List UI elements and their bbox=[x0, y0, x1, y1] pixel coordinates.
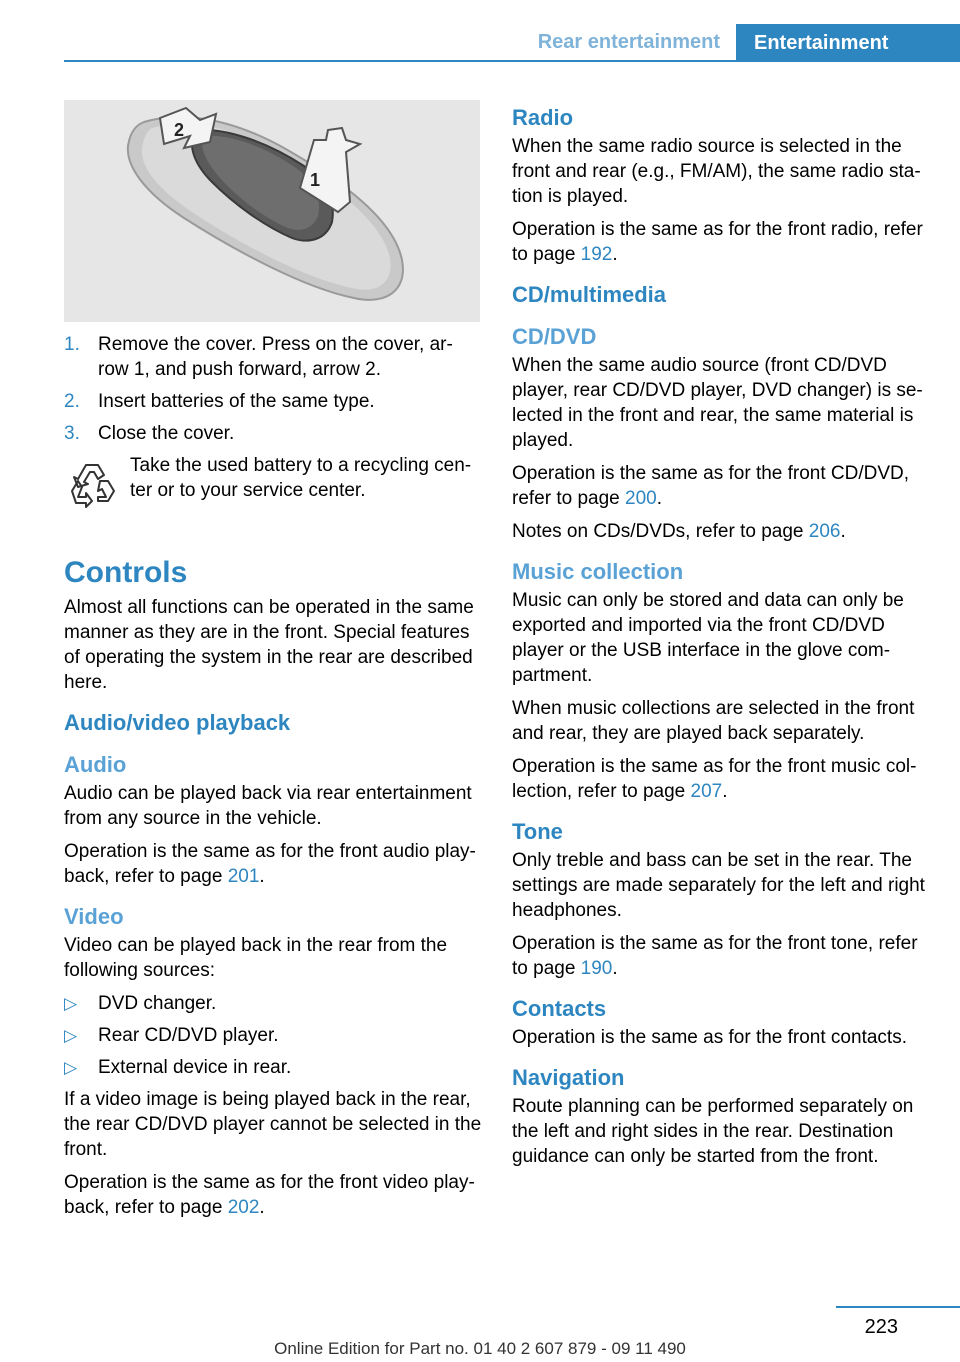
navigation-paragraph: Route planning can be performed separately on the left and right sides in the rear. Destination guidance can only be started from the front. bbox=[512, 1096, 914, 1167]
text: . bbox=[259, 1197, 265, 1218]
text: . bbox=[612, 958, 618, 979]
header-section-title: Rear entertainment bbox=[537, 31, 720, 53]
arrow-2-label: 2 bbox=[174, 120, 185, 140]
music-paragraph-2: When music collections are selected in the front and rear, they are played back separately. bbox=[512, 698, 915, 744]
header-chapter-tab: Entertainment bbox=[736, 24, 960, 62]
page-link-201[interactable]: 201 bbox=[227, 866, 260, 887]
text: . bbox=[722, 781, 728, 802]
radio-heading: Radio bbox=[512, 105, 574, 130]
music-paragraph-1: Music can only be stored and data can only be exported and imported via the front CD/DVD player or the USB interface in the glove com‐partment. bbox=[512, 590, 904, 686]
step-text: Remove the cover. Press on the cover, ar‐row 1, and push forward, arrow 2. bbox=[98, 334, 453, 380]
controls-intro: Almost all functions can be operated in the same manner as they are in the front. Special features of operating the system in the rear are described here. bbox=[64, 597, 474, 693]
text: Operation is the same as for the front tone, refer to page bbox=[512, 933, 918, 979]
video-heading: Video bbox=[64, 904, 124, 929]
text: Operation is the same as for the front radio, refer to page bbox=[512, 219, 923, 265]
remote-battery-illustration bbox=[64, 100, 480, 322]
recycle-note bbox=[64, 453, 482, 517]
controls-heading: Controls bbox=[64, 556, 188, 589]
cd-dvd-paragraph-3 bbox=[512, 519, 930, 544]
cd-multimedia-heading: CD/multimedia bbox=[512, 282, 667, 307]
left-column bbox=[64, 100, 482, 1228]
page-number: 223 bbox=[864, 1316, 898, 1338]
bullet-text: DVD changer. bbox=[98, 993, 217, 1014]
step-number: 1. bbox=[64, 334, 80, 355]
list-item bbox=[64, 421, 482, 446]
text: . bbox=[840, 521, 846, 542]
music-paragraph-3 bbox=[512, 754, 930, 804]
step-text: Insert batteries of the same type. bbox=[98, 391, 375, 412]
list-item bbox=[64, 332, 482, 382]
contacts-heading: Contacts bbox=[512, 996, 607, 1021]
cd-dvd-paragraph-1: When the same audio source (front CD/DVD player, rear CD/DVD player, DVD changer) is se‐lected in the front and rear, the same material is played. bbox=[512, 355, 923, 451]
bullet-triangle-icon: ▷ bbox=[64, 1026, 78, 1045]
arrow-1-label: 1 bbox=[310, 170, 321, 190]
step-number: 3. bbox=[64, 423, 80, 444]
radio-paragraph-1: When the same radio source is selected in the front and rear (e.g., FM/AM), the same radio sta‐tion is played. bbox=[512, 136, 921, 207]
video-paragraph-2: If a video image is being played back in the rear, the rear CD/DVD player cannot be selected in the front. bbox=[64, 1089, 482, 1160]
page-link-207[interactable]: 207 bbox=[690, 781, 723, 802]
header-rule bbox=[64, 60, 960, 62]
video-paragraph-3 bbox=[64, 1170, 482, 1220]
text: . bbox=[612, 244, 618, 265]
page-link-200[interactable]: 200 bbox=[625, 488, 657, 509]
bullet-triangle-icon: ▷ bbox=[64, 1058, 78, 1077]
bullet-text: Rear CD/DVD player. bbox=[98, 1025, 279, 1046]
av-playback-heading: Audio/video playback bbox=[64, 710, 291, 735]
page-link-192[interactable]: 192 bbox=[580, 244, 613, 265]
text: Operation is the same as for the front audio play‐back, refer to page bbox=[64, 841, 476, 887]
tone-heading: Tone bbox=[512, 819, 563, 844]
audio-paragraph-1: Audio can be played back via rear entertainment from any source in the vehicle. bbox=[64, 783, 472, 829]
video-sources-list bbox=[64, 991, 482, 1080]
tone-paragraph-1: Only treble and bass can be set in the rear. The settings are made separately for the left and right headphones. bbox=[512, 850, 925, 921]
bullet-triangle-icon: ▷ bbox=[64, 994, 78, 1013]
text: Notes on CDs/DVDs, refer to page bbox=[512, 521, 809, 542]
footer-rule bbox=[836, 1306, 960, 1308]
video-paragraph-1: Video can be played back in the rear from the following sources: bbox=[64, 935, 448, 981]
radio-paragraph-2 bbox=[512, 217, 930, 267]
cd-dvd-heading: CD/DVD bbox=[512, 324, 597, 349]
navigation-heading: Navigation bbox=[512, 1065, 625, 1090]
list-item bbox=[64, 1023, 482, 1048]
step-number: 2. bbox=[64, 391, 80, 412]
remote-control-drawing bbox=[64, 100, 480, 322]
text: Operation is the same as for the front music col‐lection, refer to page bbox=[512, 756, 917, 802]
list-item bbox=[64, 991, 482, 1016]
text: Operation is the same as for the front CD/DVD, refer to page bbox=[512, 463, 910, 509]
page-link-190[interactable]: 190 bbox=[580, 958, 613, 979]
recycling-icon bbox=[64, 457, 120, 513]
text: . bbox=[656, 488, 663, 509]
recycle-note-text: Take the used battery to a recycling cen‐ter or to your service center. bbox=[130, 455, 472, 501]
audio-heading: Audio bbox=[64, 752, 127, 777]
step-text: Close the cover. bbox=[98, 423, 235, 444]
text: Operation is the same as for the front video play‐back, refer to page bbox=[64, 1172, 475, 1218]
list-item bbox=[64, 389, 482, 414]
music-collection-heading: Music collection bbox=[512, 559, 684, 584]
list-item bbox=[64, 1055, 482, 1080]
cd-dvd-paragraph-2 bbox=[512, 461, 930, 511]
page-link-202[interactable]: 202 bbox=[227, 1197, 260, 1218]
bullet-text: External device in rear. bbox=[98, 1057, 292, 1078]
battery-steps-list bbox=[64, 332, 482, 446]
contacts-paragraph: Operation is the same as for the front contacts. bbox=[512, 1027, 907, 1048]
text: . bbox=[259, 866, 265, 887]
right-column bbox=[512, 100, 930, 1177]
audio-paragraph-2 bbox=[64, 839, 482, 889]
tone-paragraph-2 bbox=[512, 931, 930, 981]
page-link-206[interactable]: 206 bbox=[808, 521, 841, 542]
edition-footer: Online Edition for Part no. 01 40 2 607 879 - 09 11 490 bbox=[274, 1339, 686, 1358]
